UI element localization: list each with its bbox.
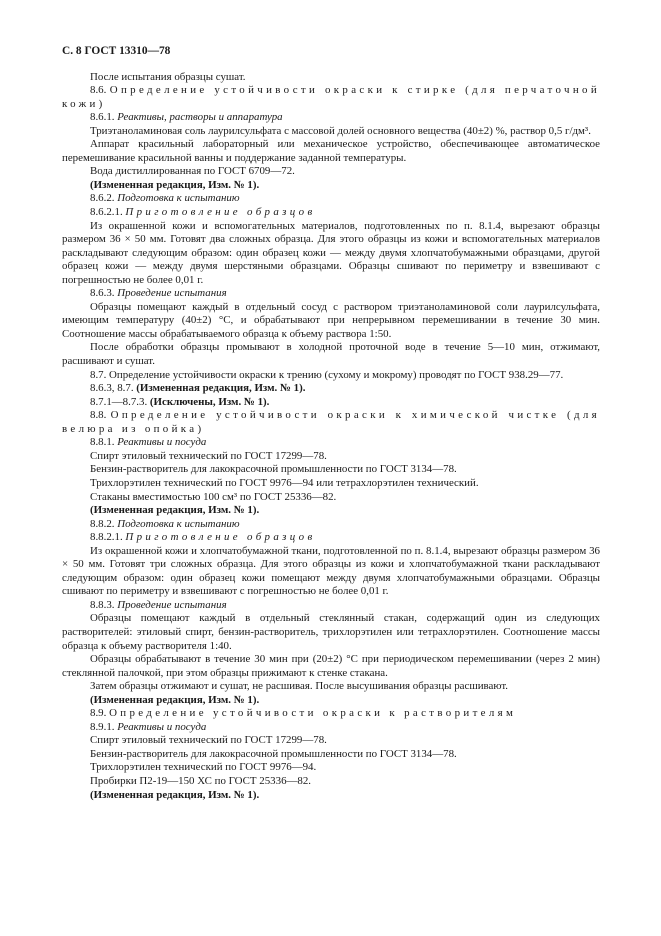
paragraph-bold: (Измененная редакция, Изм. № 1). [90,693,260,706]
paragraph-text: Бензин-растворитель для лакокрасочной промышленности по ГОСТ 3134—78. [90,747,457,760]
subsection-number: 8.9.1. [90,720,115,733]
note-text: (Исключены, Изм. № 1). [149,395,270,408]
subsection-title: Подготовка к испытанию [117,192,240,205]
paragraph-text: Образцы помещают каждый в отдельный сосуд с раствором триэтаноламиновой соли лаурилсульфата, имеющим температуру (40±2) °С, и обрабатывают при непрерывном перемешивании в течение 30 мин. Соотношение массы обрабатываемого образца к объему раствора 1:50. [62,300,600,340]
document-body [62,71,600,803]
paragraph-text: Пробирки П2-19—150 ХС по ГОСТ 25336—82. [90,774,312,787]
note-number: 8.7.1—8.7.3. [90,395,148,408]
paragraph-sub [62,721,600,735]
paragraph-sub [62,192,600,206]
subsection-title: Реактивы, растворы и аппаратура [117,111,283,124]
paragraph-text: Образцы обрабатывают в течение 30 мин при (20±2) °С при периодическом перемешивании (через 2 мин) стеклянной палочкой, при этом образцы прижимают к стенке стакана. [62,653,600,679]
subsection-number: 8.6.2.1. [90,206,123,219]
subsection-title: Подготовка к испытанию [117,517,240,530]
subsection-number: 8.6.2. [90,192,115,205]
paragraph-text: Затем образцы отжимают и сушат, не расшивая. После высушивания образцы расшивают. [90,680,509,693]
paragraph-text: После обработки образцы промывают в холодной проточной воде в течение 5—10 мин, отжимают, расшивают и сушат. [62,341,600,368]
paragraph-text: Вода дистиллированная по ГОСТ 6709—72. [90,165,295,178]
section-title: Определение устойчивости окраски к стирке (для перчаточной кожи) [62,84,600,110]
paragraph-text: Спирт этиловый технический по ГОСТ 17299—78. [90,734,327,747]
paragraph-sub [62,436,600,450]
paragraph-spaced [62,206,600,220]
subsection-title: Проведение испытания [117,598,227,611]
paragraph-bold: (Измененная редакция, Изм. № 1). [90,178,260,191]
paragraph-bold: (Измененная редакция, Изм. № 1). [90,504,260,517]
subsection-title: Приготовление образцов [125,206,316,219]
paragraph-text: Стаканы вместимостью 100 см³ по ГОСТ 25336—82. [90,490,337,503]
subsection-number: 8.8.2.1. [90,531,123,544]
paragraph-text: Спирт этиловый технический по ГОСТ 17299—78. [90,449,327,462]
paragraph-text: После испытания образцы сушат. [90,70,246,83]
subsection-title: Реактивы и посуда [117,720,207,733]
paragraph-text: Образцы помещают каждый в отдельный стеклянный стакан, содержащий один из следующих растворителей: этиловый спирт, бензин-растворитель, трихлорэтилен или тетрахлорэтилен. Соотношение массы образца к объему растворителя 1:40. [62,612,600,652]
subsection-number: 8.6.3. [90,287,115,300]
paragraph-text: Триэтаноламиновая соль лаурилсульфата с массовой долей основного вещества (40±2) %, раствор 0,5 г/дм³. [90,124,591,137]
paragraph-sub [62,599,600,613]
subsection-title: Реактивы и посуда [117,436,207,449]
paragraph-text: Бензин-растворитель для лакокрасочной промышленности по ГОСТ 3134—78. [90,463,457,476]
subsection-title: Приготовление образцов [125,531,316,544]
subsection-number: 8.8.2. [90,517,115,530]
paragraph-sub [62,287,600,301]
page-header: С. 8 ГОСТ 13310—78 [62,45,171,57]
section-title: Определение устойчивости окраски к химической чистке (для велюра из опойка) [62,409,600,435]
paragraph-bold: (Измененная редакция, Изм. № 1). [90,788,260,801]
paragraph-text: Трихлорэтилен технический по ГОСТ 9976—94 или тетрахлорэтилен технический. [90,476,479,489]
paragraph-spaced [62,531,600,545]
document-page [62,45,600,802]
section-number: 8.6. [90,84,107,97]
paragraph-text: Из окрашенной кожи и вспомогательных материалов, подготовленных по п. 8.1.4, вырезают образцы размером 36 × 50 мм. Готовят два сложных образца. Для этого образцы из кожи и вспомогательных материалов раскладывают следующим образом: один образец кожи — между двумя хлопчатобумажными образцами, другой образец кожи — между двумя шерстяными образцами. Образцы сшивают по периметру и взвешивают с погрешностью не более 0,01 г. [62,219,600,286]
note-number: 8.6.3, 8.7. [90,382,134,395]
paragraph-section [62,707,600,721]
paragraph-section [62,409,600,436]
subsection-title: Проведение испытания [117,287,227,300]
paragraph-sub [62,111,600,125]
section-title: Определение устойчивости окраски к растворителям [109,707,517,720]
paragraph-text: Аппарат красильный лабораторный или механическое устройство, обеспечивающее автоматическое перемешивание красильной ванны и поддержание заданной температуры. [62,138,600,164]
subsection-number: 8.8.1. [90,436,115,449]
section-number: 8.9. [90,707,107,720]
paragraph-text: Из окрашенной кожи и хлопчатобумажной ткани, подготовленной по п. 8.1.4, вырезают образцы размером 36 × 50 мм. Готовят три сложных образца. Для этого образцы из кожи и хлопчатобумажной ткани раскладывают следующим образом: один образец кожи помещают между двумя хлопчатобумажными образцами. Образцы сшивают по периметру и взвешивают с погрешностью не более 0,01 г. [62,544,600,598]
paragraph-text: 8.7. Определение устойчивости окраски к трению (сухому и мокрому) проводят по ГОСТ 938.29—77. [90,368,564,381]
paragraph-section [62,84,600,111]
section-number: 8.8. [90,409,107,422]
paragraph-note [62,382,600,396]
paragraph-note [62,396,600,410]
paragraph-sub [62,518,600,532]
paragraph-text: Трихлорэтилен технический по ГОСТ 9976—94. [90,761,317,774]
subsection-number: 8.6.1. [90,111,115,124]
subsection-number: 8.8.3. [90,598,115,611]
note-text: (Измененная редакция, Изм. № 1). [136,382,306,395]
